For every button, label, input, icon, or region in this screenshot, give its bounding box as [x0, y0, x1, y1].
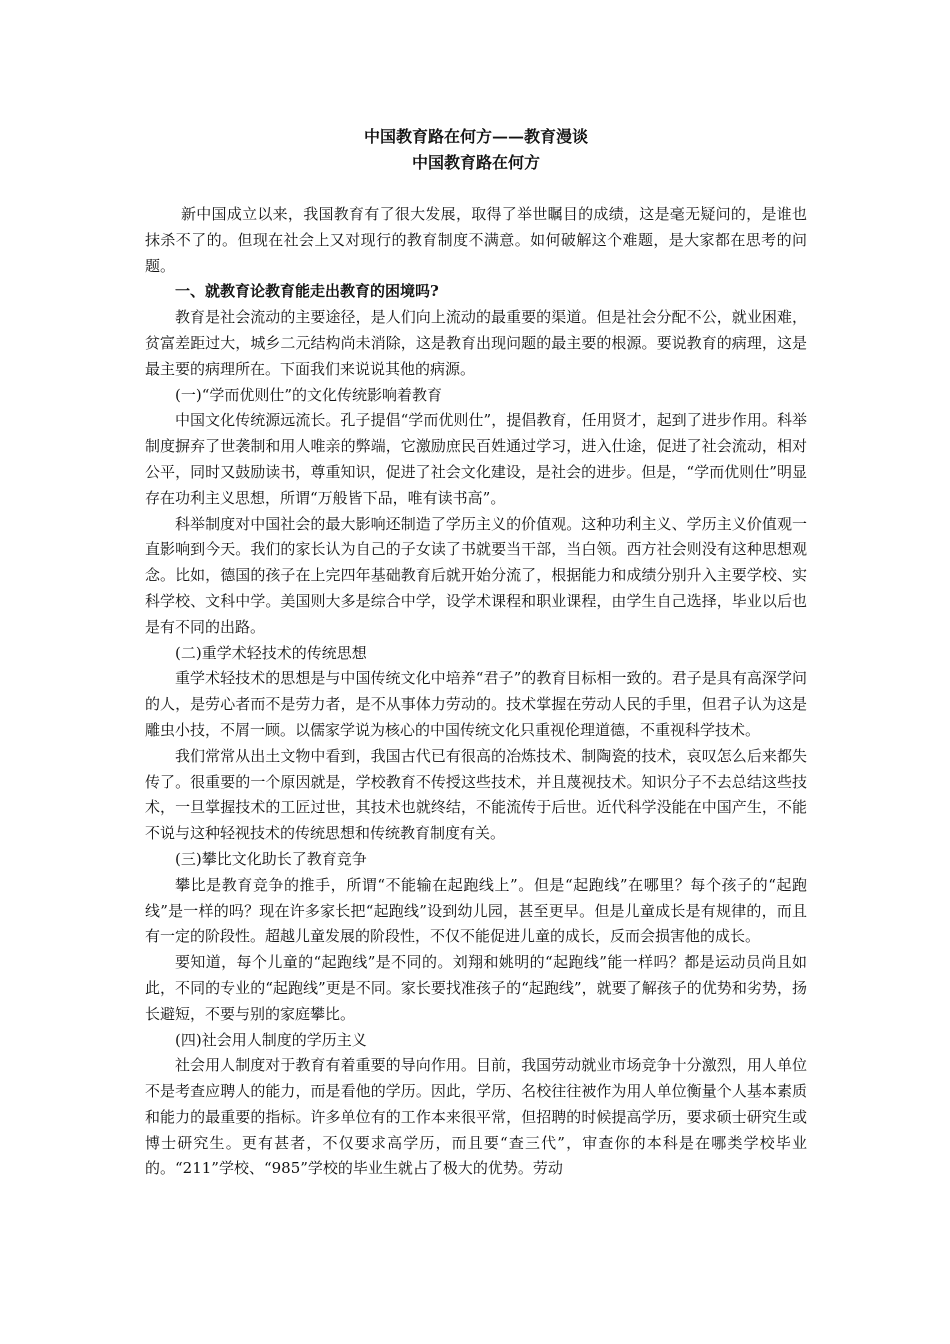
subsection-3-heading: (三)攀比文化助长了教育竞争: [175, 849, 367, 868]
subsection-2-heading: (二)重学术轻技术的传统思想: [175, 643, 367, 662]
subsection-1-paragraph-2: 科举制度对中国社会的最大影响还制造了学历主义的价值观。这种功利主义、学历主义价值观一直影响到今天。我们的家长认为自己的子女读了书就要当干部，当白领。西方社会则没有这种思想观念。比如，德国的孩子在上完四年基础教育后就开始分流了，根据能力和成绩分别升入主要学校、实科学校、文科中学。美国则大多是综合中学，设学术课程和职业课程，由学生自己选择，毕业以后也是有不同的出路。: [145, 514, 807, 636]
subsection-3-paragraph-1: 攀比是教育竞争的推手，所谓“不能输在起跑线上”。但是“起跑线”在哪里？每个孩子的“起跑线”是一样的吗？现在许多家长把“起跑线”设到幼儿园，甚至更早。但是儿童成长是有规律的，而且有一定的阶段性。超越儿童发展的阶段性，不仅不能促进儿童的成长，反而会损害他的成长。: [145, 875, 807, 946]
spacer: [145, 176, 807, 202]
subsection-1-heading: (一)“学而优则仕”的文化传统影响着教育: [175, 385, 443, 404]
document-page: [145, 124, 807, 1182]
subsection-2-paragraph-1: 重学术轻技术的思想是与中国传统文化中培养“君子”的教育目标相一致的。君子是具有高深学问的人，是劳心者而不是劳力者，是不从事体力劳动的。技术掌握在劳动人民的手里，但君子认为这是雕虫小技，不屑一顾。以儒家学说为核心的中国传统文化只重视伦理道德，不重视科学技术。: [145, 669, 807, 739]
subsection-4-heading: (四)社会用人制度的学历主义: [175, 1030, 367, 1049]
section-1-paragraph: 教育是社会流动的主要途径，是人们向上流动的最重要的渠道。但是社会分配不公，就业困难，贫富差距过大，城乡二元结构尚未消除，这是教育出现问题的最主要的根源。要说教育的病理，这是最主要的病理所在。下面我们来说说其他的病源。: [145, 308, 807, 378]
document-subtitle: 中国教育路在何方: [411, 153, 540, 172]
section-1-heading: 一、就教育论教育能走出教育的困境吗?: [175, 282, 439, 301]
subsection-4-paragraph-1: 社会用人制度对于教育有着重要的导向作用。目前，我国劳动就业市场竞争十分激烈，用人单位不是考查应聘人的能力，而是看他的学历。因此，学历、名校往往被作为用人单位衡量个人基本素质和能力的最重要的指标。许多单位有的工作本来很平常，但招聘的时候提高学历，要求硕士研究生或博士研究生。更有甚者，不仅要求高学历，而且要“查三代”，审查你的本科是在哪类学校毕业的。“211”学校、“985”学校的毕业生就占了极大的优势。劳动: [145, 1056, 807, 1178]
subsection-3-paragraph-2: 要知道，每个儿童的“起跑线”是不同的。刘翔和姚明的“起跑线”能一样吗？都是运动员尚且如此，不同的专业的“起跑线”更是不同。家长要找准孩子的“起跑线”，就要了解孩子的优势和劣势，扬长避短，不要与别的家庭攀比。: [145, 953, 807, 1023]
subsection-2-paragraph-2: 我们常常从出土文物中看到，我国古代已有很高的冶炼技术、制陶瓷的技术，哀叹怎么后来都失传了。很重要的一个原因就是，学校教育不传授这些技术，并且蔑视技术。知识分子不去总结这些技术，一旦掌握技术的工匠过世，其技术也就终结，不能流传于后世。近代科学没能在中国产生，不能不说与这种轻视技术的传统思想和传统教育制度有关。: [145, 746, 807, 843]
document-title: 中国教育路在何方——教育漫谈: [363, 127, 588, 146]
intro-paragraph: 新中国成立以来，我国教育有了很大发展，取得了举世瞩目的成绩，这是毫无疑问的，是谁也抹杀不了的。但现在社会上又对现行的教育制度不满意。如何破解这个难题，是大家都在思考的问题。: [145, 205, 807, 275]
subsection-1-paragraph-1: 中国文化传统源远流长。孔子提倡“学而优则仕”，提倡教育，任用贤才，起到了进步作用。科举制度摒弃了世袭制和用人唯亲的弊端，它激励庶民百姓通过学习，进入仕途，促进了社会流动，相对公平，同时又鼓励读书，尊重知识，促进了社会文化建设，是社会的进步。但是，“学而优则仕”明显存在功利主义思想，所谓“万般皆下品，唯有读书高”。: [145, 411, 807, 507]
